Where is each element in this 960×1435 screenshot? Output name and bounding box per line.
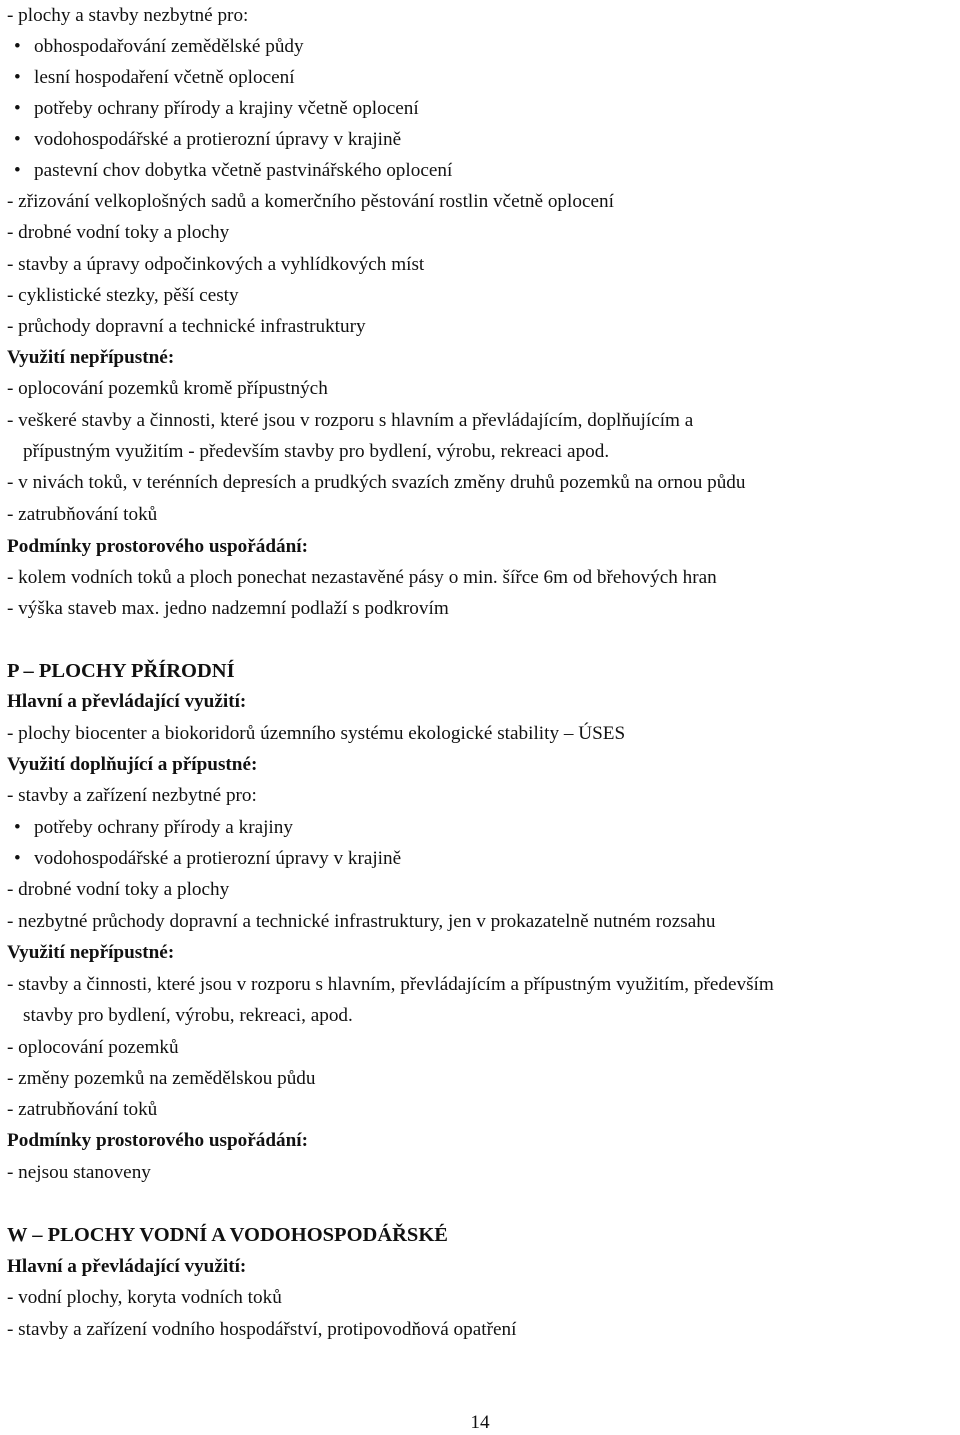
section-subheading: Podmínky prostorového uspořádání: [7, 1130, 309, 1151]
text-line: stavby pro bydlení, výrobu, rekreaci, apod. [23, 1005, 353, 1026]
text-line: - zřizování velkoplošných sadů a komerčního pěstování rostlin včetně oplocení [7, 191, 614, 212]
text-line: - zatrubňování toků [7, 504, 158, 525]
bullet-icon: • [14, 36, 21, 57]
section-subheading: Podmínky prostorového uspořádání: [7, 536, 309, 557]
text-line: - v nivách toků, v terénních depresích a prudkých svazích změny druhů pozemků na ornou půdu [7, 472, 746, 493]
text-line: - průchody dopravní a technické infrastruktury [7, 316, 366, 337]
bullet-icon: • [14, 129, 21, 150]
bullet-item: • vodohospodářské a protierozní úpravy v krajině [14, 848, 402, 869]
page-number: 14 [470, 1412, 490, 1433]
text-line: - drobné vodní toky a plochy [7, 222, 230, 243]
text-line: - kolem vodních toků a ploch ponechat nezastavěné pásy o min. šířce 6m od břehových hran [7, 567, 717, 588]
bullet-icon: • [14, 160, 21, 181]
text-line: - stavby a zařízení vodního hospodářství, protipovodňová opatření [7, 1319, 517, 1340]
bullet-item: • lesní hospodaření včetně oplocení [14, 67, 295, 88]
bullet-item: • vodohospodářské a protierozní úpravy v krajině [14, 129, 402, 150]
bullet-icon: • [14, 817, 21, 838]
bullet-icon: • [14, 98, 21, 119]
text-line: - stavby a úpravy odpočinkových a vyhlídkových míst [7, 254, 425, 275]
bullet-icon: • [14, 848, 21, 869]
text-line: - cyklistické stezky, pěší cesty [7, 285, 239, 306]
text-line: - stavby a činnosti, které jsou v rozporu s hlavním, převládajícím a přípustným využitím, především [7, 974, 774, 995]
text-line: - drobné vodní toky a plochy [7, 879, 230, 900]
section-heading: W – PLOCHY VODNÍ A VODOHOSPODÁŘSKÉ [7, 1224, 448, 1246]
section-subheading: Využití doplňující a přípustné: [7, 754, 258, 775]
text-line: - veškeré stavby a činnosti, které jsou v rozporu s hlavním a převládajícím, doplňujícím a [7, 410, 694, 431]
text-line: - oplocování pozemků kromě přípustných [7, 378, 328, 399]
section-subheading: Hlavní a převládající využití: [7, 1256, 247, 1277]
text-line: - plochy biocenter a biokoridorů územního systému ekologické stability – ÚSES [7, 723, 626, 744]
bullet-item: • potřeby ochrany přírody a krajiny včetně oplocení [14, 98, 419, 119]
bullet-item: • pastevní chov dobytka včetně pastvinářského oplocení [14, 160, 453, 181]
text-line: - nezbytné průchody dopravní a technické infrastruktury, jen v prokazatelně nutném rozsahu [7, 911, 716, 932]
section-subheading: Hlavní a převládající využití: [7, 691, 247, 712]
text-line: - nejsou stanoveny [7, 1162, 151, 1183]
section-subheading: Využití nepřípustné: [7, 347, 175, 368]
text-line: - výška staveb max. jedno nadzemní podlaží s podkrovím [7, 598, 449, 619]
text-line: - změny pozemků na zemědělskou půdu [7, 1068, 316, 1089]
text-line: - stavby a zařízení nezbytné pro: [7, 785, 257, 806]
section-heading: P – PLOCHY PŘÍRODNÍ [7, 660, 235, 682]
text-line: - zatrubňování toků [7, 1099, 158, 1120]
section-subheading: Využití nepřípustné: [7, 942, 175, 963]
text-line: - oplocování pozemků [7, 1037, 179, 1058]
text-line: - vodní plochy, koryta vodních toků [7, 1287, 282, 1308]
text-line: přípustným využitím - především stavby pro bydlení, výrobu, rekreaci apod. [23, 441, 610, 462]
bullet-icon: • [14, 67, 21, 88]
text-line: - plochy a stavby nezbytné pro: [7, 5, 249, 26]
bullet-item: • potřeby ochrany přírody a krajiny [14, 817, 293, 838]
bullet-item: • obhospodařování zemědělské půdy [14, 36, 304, 57]
